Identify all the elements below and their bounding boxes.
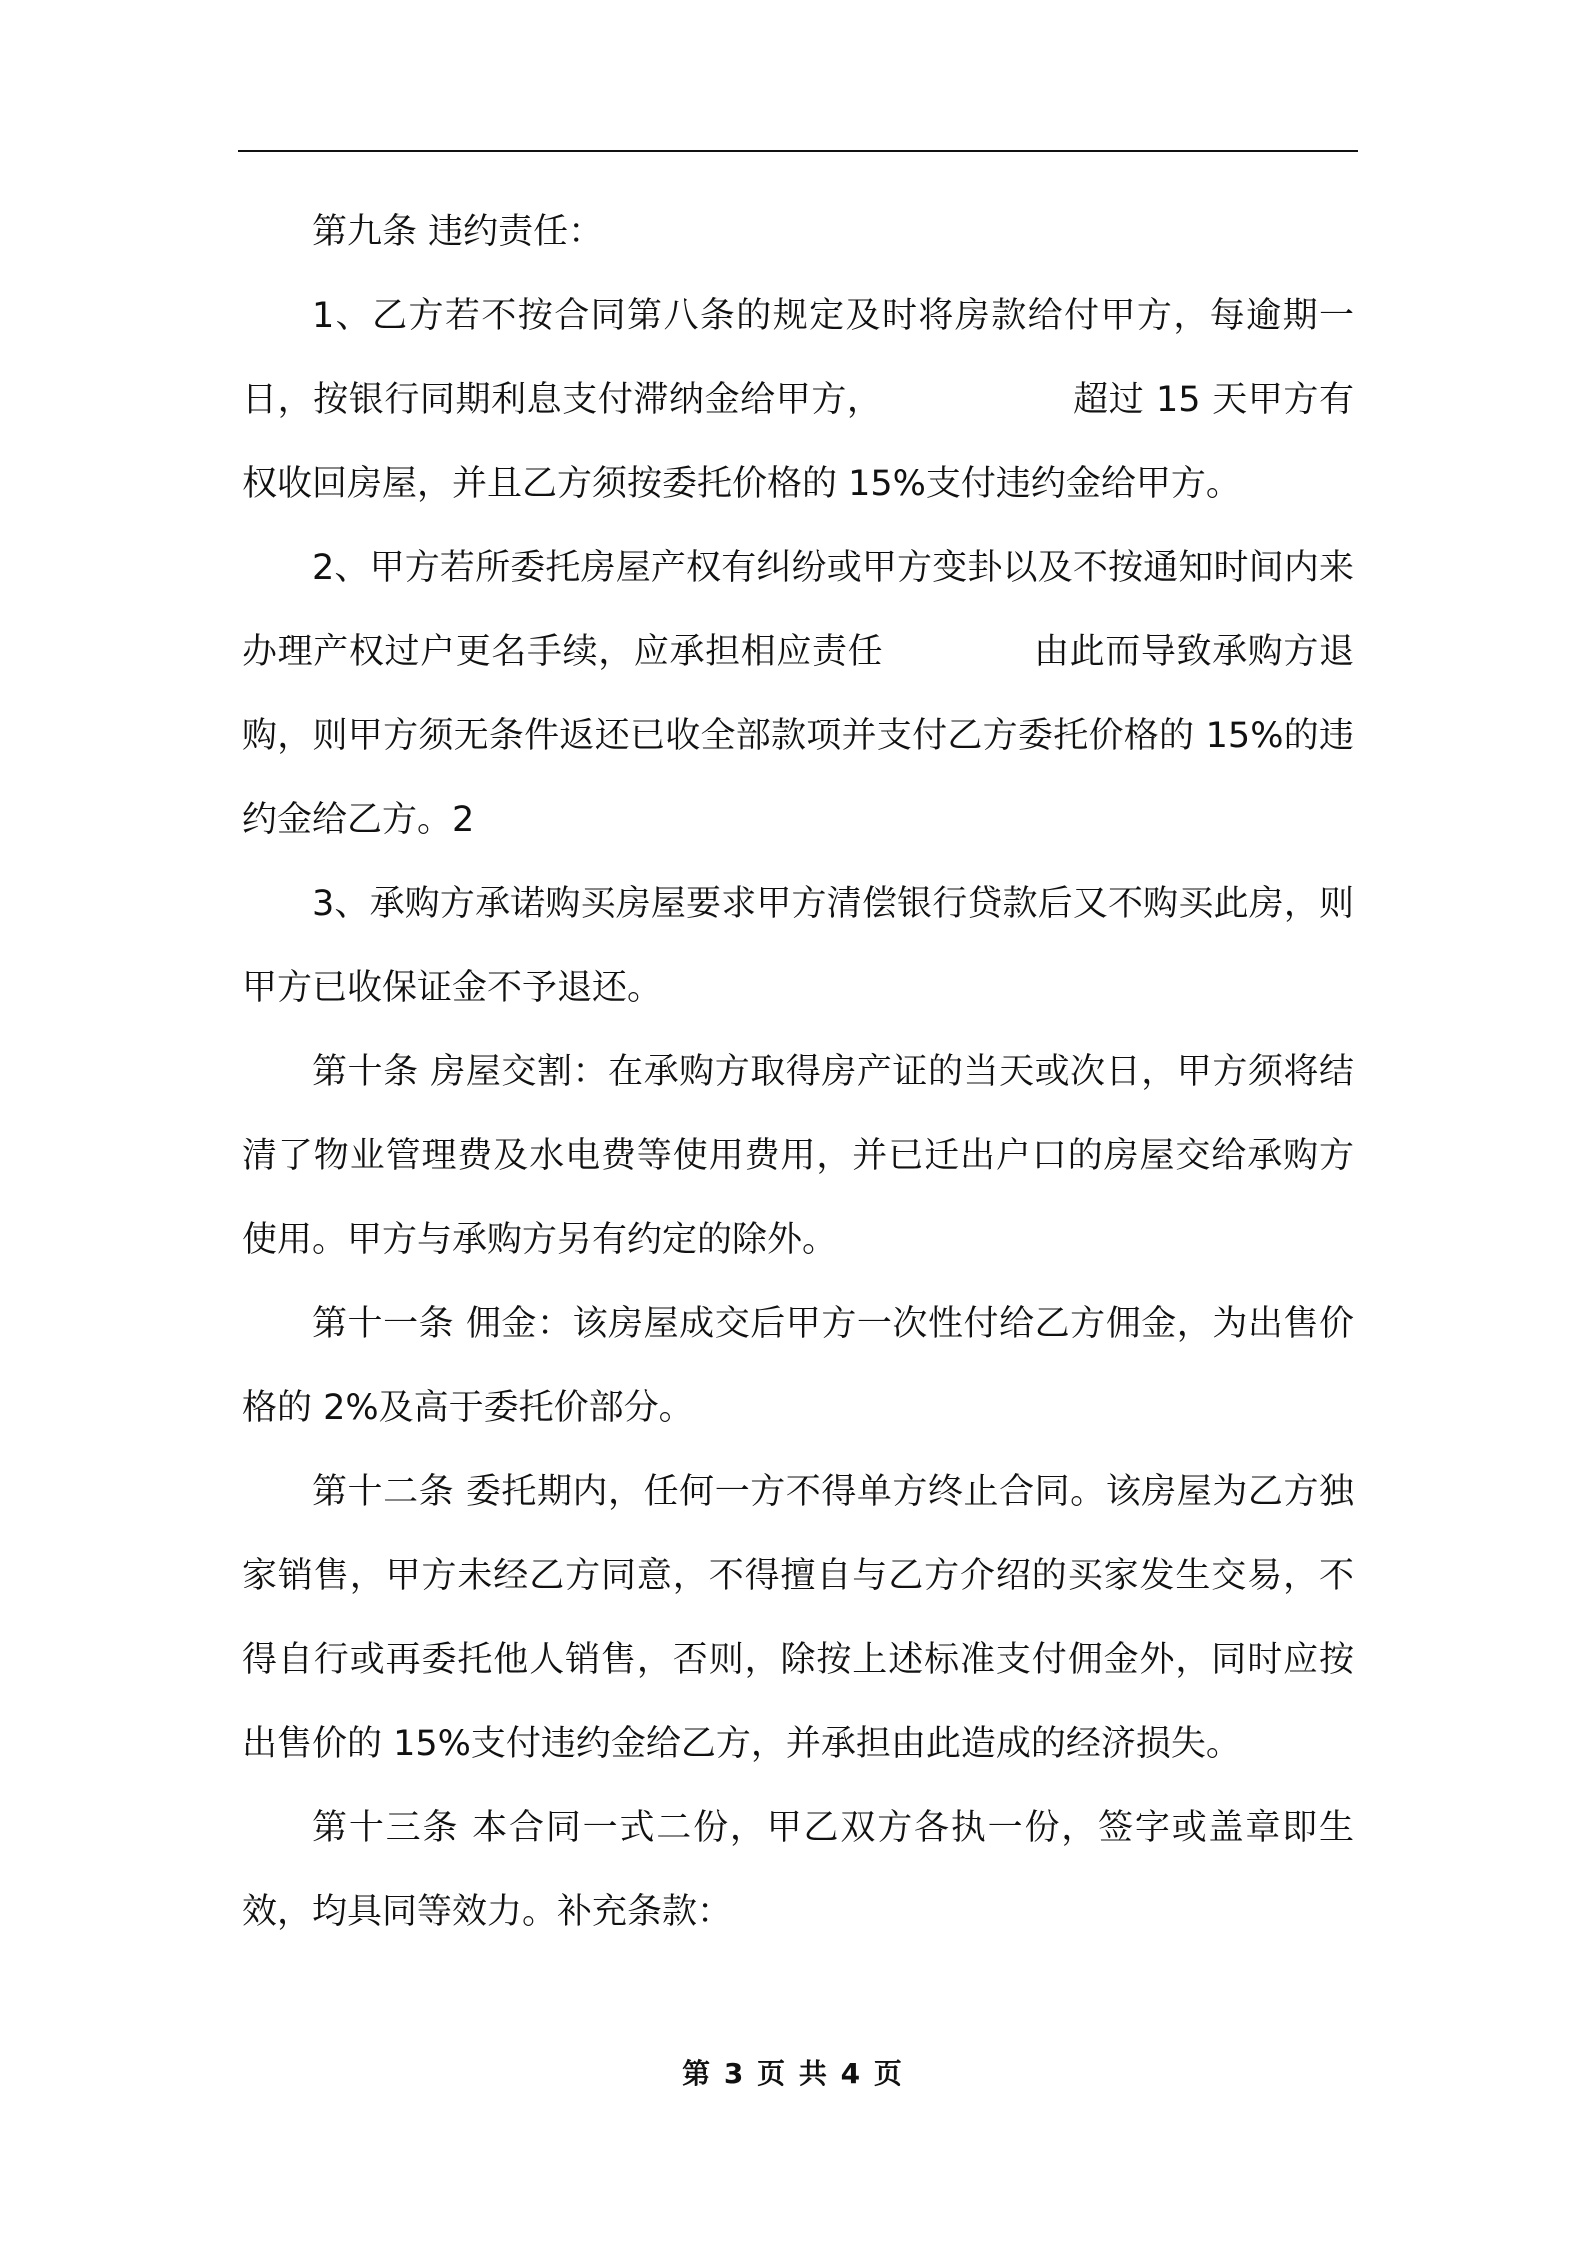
article-9-clause-2 bbox=[242, 526, 1354, 862]
article-9-clause-3: 3、承购方承诺购买房屋要求甲方清偿银行贷款后又不购买此房，则甲方已收保证金不予退还。 bbox=[242, 884, 1354, 1008]
document-body bbox=[242, 190, 1354, 1954]
article-10: 第十条 房屋交割：在承购方取得房产证的当天或次日，甲方须将结清了物业管理费及水电费等使用费用，并已迁出户口的房屋交给承购方使用。甲方与承购方另有约定的除外。 bbox=[242, 1052, 1354, 1260]
article-9-heading: 第九条 违约责任： bbox=[312, 212, 604, 252]
page-number-footer: 第 3 页 共 4 页 bbox=[682, 2057, 904, 2090]
article-9-clause-1-part-b: 超过 15 天甲方有权收回房屋，并且乙方须按委托价格的 15%支付违约金给甲方。 bbox=[242, 380, 1354, 504]
article-9-clause-1-part-a: 1、乙方若不按合同第八条的规定及时将房款给付甲方，每逾期一日，按银行同期利息支付滞纳金给甲方， bbox=[242, 296, 1354, 420]
article-9-clause-2-part-b: 由此而导致承购方退购，则甲方须无条件返还已收全部款项并支付乙方委托价格的 15%的违约金给乙方。2 bbox=[242, 632, 1354, 840]
article-12: 第十二条 委托期内，任何一方不得单方终止合同。该房屋为乙方独家销售，甲方未经乙方同意，不得擅自与乙方介绍的买家发生交易，不得自行或再委托他人销售，否则，除按上述标准支付佣金外，同时应按出售价的 15%支付违约金给乙方，并承担由此造成的经济损失。 bbox=[242, 1472, 1354, 1764]
article-13: 第十三条 本合同一式二份，甲乙双方各执一份，签字或盖章即生效，均具同等效力。补充条款： bbox=[242, 1808, 1354, 1932]
article-9-clause-1 bbox=[242, 274, 1354, 526]
article-9-clause-2-part-a: 2、甲方若所委托房屋产权有纠纷或甲方变卦以及不按通知时间内来办理产权过户更名手续，应承担相应责任 bbox=[242, 548, 1354, 672]
header-rule bbox=[238, 150, 1358, 152]
article-11: 第十一条 佣金：该房屋成交后甲方一次性付给乙方佣金，为出售价格的 2%及高于委托价部分。 bbox=[242, 1304, 1354, 1428]
